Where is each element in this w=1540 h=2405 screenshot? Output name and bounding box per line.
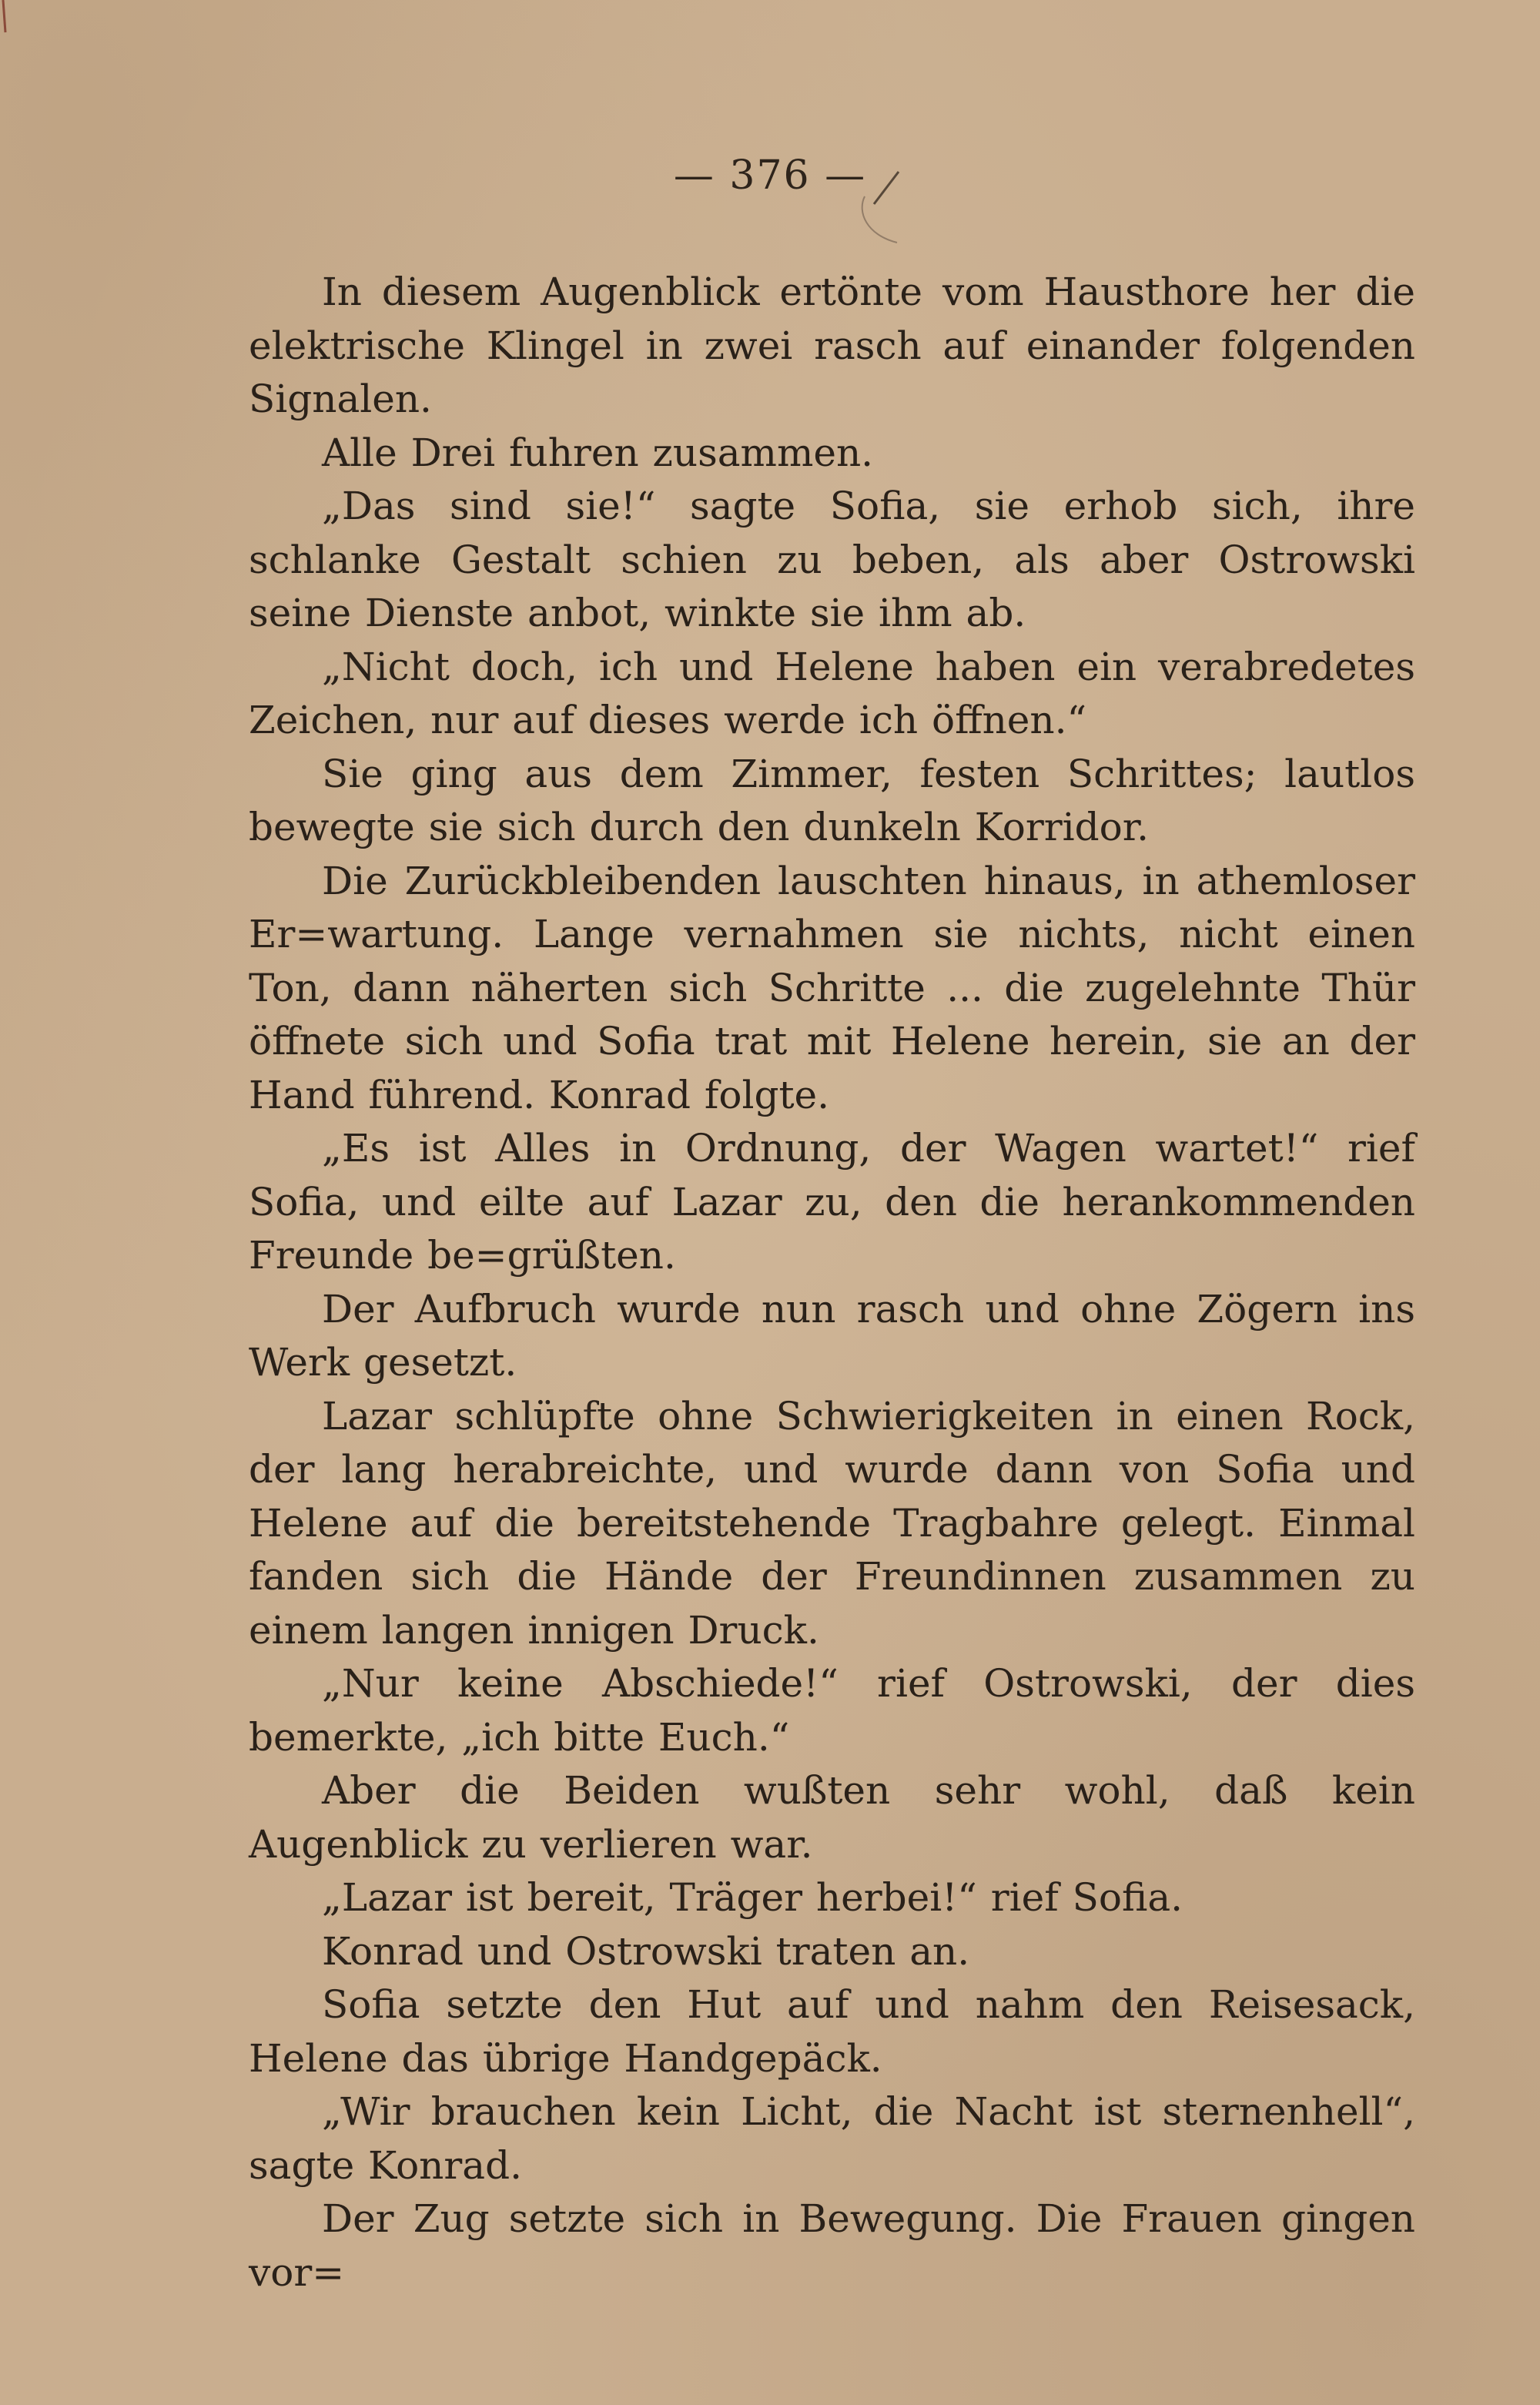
paragraph: Sofia setzte den Hut auf und nahm den Reisesack, Helene das übrige Handgepäck. [249,1982,1415,2081]
paragraph: „Es ist Alles in Ordnung, der Wagen wartet!“ rief Sofia, und eilte auf Lazar zu, den die herankommenden Freunde be=grüßten. [249,1126,1415,1278]
page-number: — 376 — [673,152,867,199]
pencil-annotation [851,142,943,250]
margin-pencil-mark [0,0,11,39]
paragraph: Konrad und Ostrowski traten an. [322,1928,970,1974]
paragraph: Der Aufbruch wurde nun rasch und ohne Zögern ins Werk gesetzt. [249,1286,1415,1385]
paragraph: Die Zurückbleibenden lauschten hinaus, in athemloser Er=wartung. Lange vernahmen sie nichts, nicht einen Ton, dann näherten sich Schritte ... die zugelehnte Thür öffnete sich und Sofia trat mit Helene herein, sie an der Hand führend. Konrad folgte. [249,858,1415,1117]
paragraph: Lazar schlüpfte ohne Schwierigkeiten in einen Rock, der lang herabreichte, und wurde dann von Sofia und Helene auf die bereitstehende Tragbahre gelegt. Einmal fanden sich die Hände der Freundinnen zusammen zu einem langen innigen Druck. [249,1393,1415,1653]
paragraph: Alle Drei fuhren zusammen. [322,430,874,475]
paragraph: „Nicht doch, ich und Helene haben ein verabredetes Zeichen, nur auf dieses werde ich öffnen.“ [249,644,1415,742]
paragraph: „Wir brauchen kein Licht, die Nacht ist sternenhell“, sagte Konrad. [249,2089,1415,2188]
paragraph: Der Zug setzte sich in Bewegung. Die Frauen gingen vor= [249,2196,1415,2295]
paragraph: In diesem Augenblick ertönte vom Hausthore her die elektrische Klingel in zwei rasch auf einander folgenden Signalen. [249,270,1415,421]
paragraph: „Lazar ist bereit, Träger herbei!“ rief Sofia. [322,1875,1183,1920]
paragraph: „Das sind sie!“ sagte Sofia, sie erhob sich, ihre schlanke Gestalt schien zu beben, als aber Ostrowski seine Dienste anbot, winkte sie ihm ab. [249,484,1415,635]
paragraph: Aber die Beiden wußten sehr wohl, daß kein Augenblick zu verlieren war. [249,1768,1415,1867]
body-text [249,266,1415,2299]
paragraph: „Nur keine Abschiede!“ rief Ostrowski, der dies bemerkte, „ich bitte Euch.“ [249,1661,1415,1760]
paragraph: Sie ging aus dem Zimmer, festen Schrittes; lautlos bewegte sie sich durch den dunkeln Korridor. [249,751,1415,849]
